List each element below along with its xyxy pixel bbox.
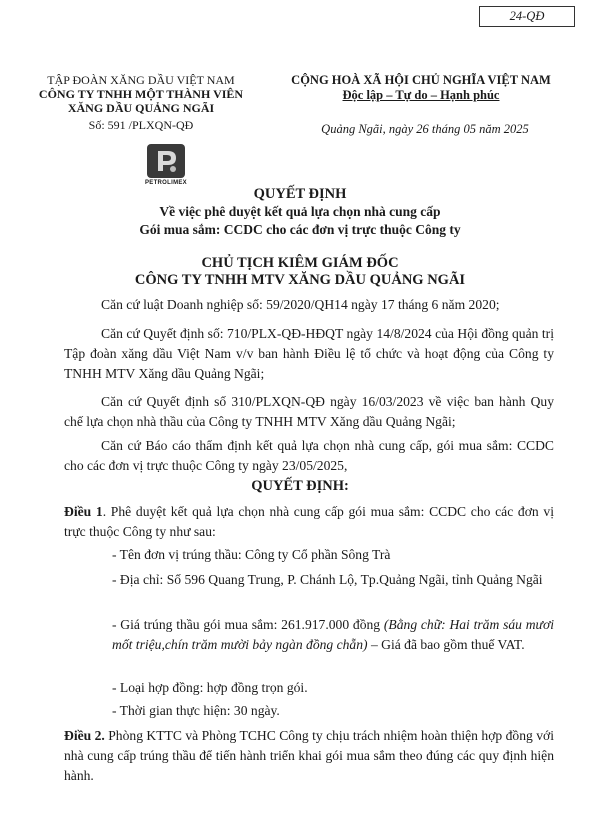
authority-line-1: CHỦ TỊCH KIÊM GIÁM ĐỐC [201,255,399,271]
decision-heading: QUYẾT ĐỊNH: [251,478,349,494]
legal-ground-4: Căn cứ Báo cáo thẩm định kết quả lựa chọn nhà cung cấp, gói mua sắm: CCDC cho các đơn vị trực thuộc Công ty ngày 23/05/2025, [64,438,554,473]
article-1-price [112,615,554,655]
place-date-line: Quảng Ngãi, ngày 26 tháng 05 năm 2025 [321,122,529,136]
title-line-2: Về việc phê duyệt kết quả lựa chọn nhà cung cấp [159,204,441,219]
article-2 [64,726,554,786]
legal-ground-1: Căn cứ luật Doanh nghiệp số: 59/2020/QH14 ngày 17 tháng 6 năm 2020; [101,297,500,312]
legal-ground-3: Căn cứ Quyết định số 310/PLXQN-QĐ ngày 16/03/2023 về việc ban hành Quy chế lựa chọn nhà thầu của Công ty TNHH MTV Xăng dầu Quảng Ngãi; [64,394,554,429]
article-2-text: Phòng KTTC và Phòng TCHC Công ty chịu trách nhiệm hoàn thiện hợp đồng với nhà cung cấp trúng thầu để tiến hành triển khai gói mua sắm theo đúng các quy định hiện hành. [64,728,554,783]
org-line-1: TẬP ĐOÀN XĂNG DẦU VIỆT NAM [47,73,235,87]
org-line-3: XĂNG DẦU QUẢNG NGÃI [67,101,215,115]
price-vat-note: – Giá đã bao gồm thuế VAT. [367,637,525,652]
article-1-winner: - Tên đơn vị trúng thầu: Công ty Cổ phần Sông Trà [112,547,391,562]
org-line-2: CÔNG TY TNHH MỘT THÀNH VIÊN [38,87,244,101]
national-motto: Độc lập – Tự do – Hạnh phúc [342,88,500,102]
issuing-authority [40,255,560,289]
price-amount: - Giá trúng thầu gói mua sắm: 261.917.000 đồng [112,617,384,632]
decision-title [60,185,540,239]
legal-ground-2: Căn cứ Quyết định số: 710/PLX-QĐ-HĐQT ngày 14/8/2024 của Hội đồng quản trị Tập đoàn xăng dầu Việt Nam v/v ban hành Điều lệ tổ chức và hoạt động của Công ty TNHH MTV Xăng dầu Quảng Ngãi; [64,326,554,381]
article-1-contract-type: - Loại hợp đồng: hợp đồng trọn gói. [112,680,308,695]
title-line-1: QUYẾT ĐỊNH [253,186,347,202]
issuing-organization [36,73,246,132]
price-in-words: (Bằng chữ: Hai trăm sáu mươi mốt triệu,chín trăm mười bảy ngàn đồng chẵn) [112,617,555,652]
article-1-address: - Địa chỉ: Số 596 Quang Trung, P. Chánh Lộ, Tp.Quảng Ngãi, tỉnh Quảng Ngãi [112,572,543,587]
article-1-duration: - Thời gian thực hiện: 30 ngày. [112,703,280,718]
article-1 [64,502,554,542]
document-number: Số: 591 /PLXQN-QĐ [88,118,194,132]
national-header [262,73,580,103]
article-1-label: Điều 1 [64,504,103,519]
authority-line-2: CÔNG TY TNHH MTV XĂNG DẦU QUẢNG NGÃI [134,272,466,288]
title-line-3: Gói mua sắm: CCDC cho các đơn vị trực thuộc Công ty [139,222,461,237]
article-2-label: Điều 2. [64,728,105,743]
nation-name: CỘNG HOÀ XÃ HỘI CHỦ NGHĨA VIỆT NAM [291,73,551,87]
article-1-text: . Phê duyệt kết quả lựa chọn nhà cung cấp gói mua sắm: CCDC cho các đơn vị trực thuộc Công ty như sau: [64,504,554,539]
petrolimex-logo-icon [146,143,186,179]
logo-caption: PETROLIMEX [144,180,187,186]
form-code-box: 24-QĐ [479,6,575,27]
